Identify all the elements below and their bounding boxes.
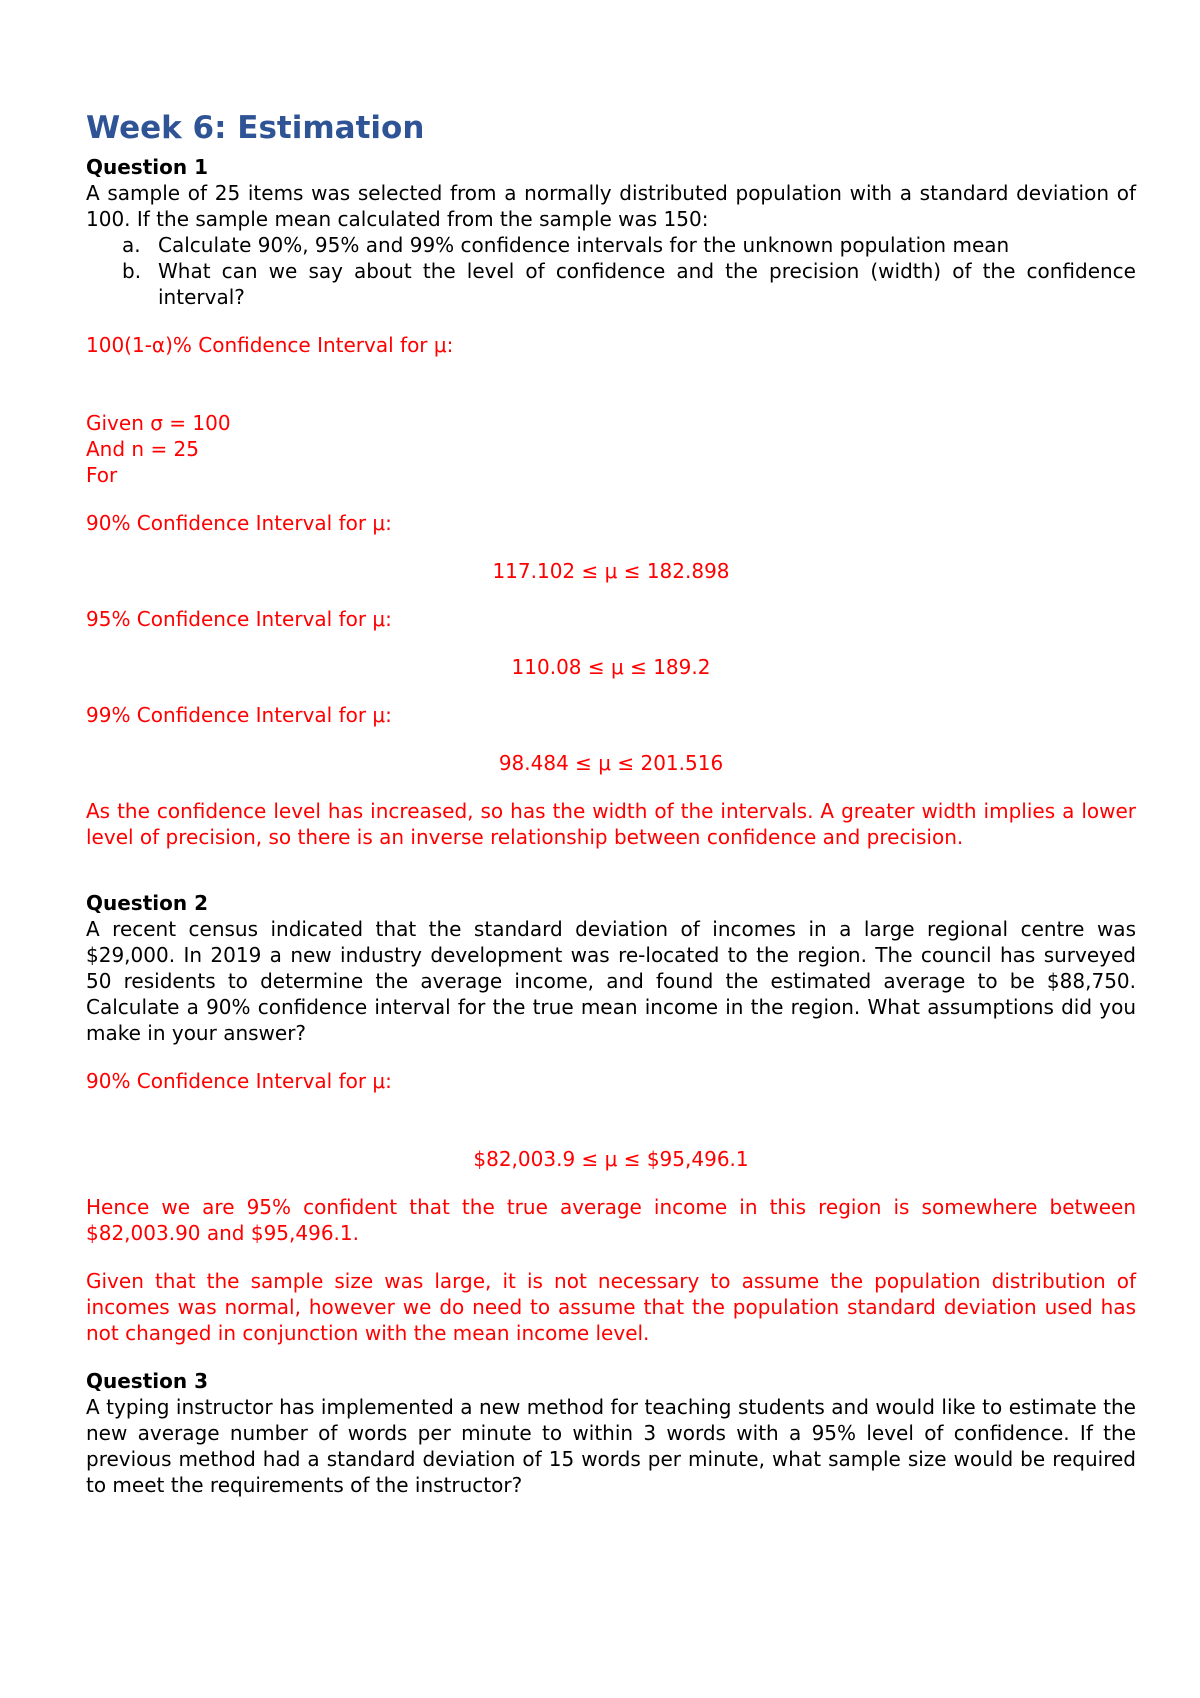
question-1-parts bbox=[86, 232, 1136, 310]
question-2-conclusion: Hence we are 95% confident that the true average income in this region is somewhere between $82,003.90 and $95,496.1. bbox=[86, 1195, 1136, 1245]
ci99-label: 99% Confidence Interval for μ: bbox=[86, 703, 392, 727]
question-2 bbox=[86, 890, 1136, 1346]
ci99-value: 98.484 ≤ μ ≤ 201.516 bbox=[498, 751, 724, 775]
q2-ci90-label: 90% Confidence Interval for μ: bbox=[86, 1069, 392, 1093]
question-3-heading: Question 3 bbox=[86, 1369, 208, 1393]
ci90-label: 90% Confidence Interval for μ: bbox=[86, 511, 392, 535]
list-item bbox=[122, 232, 1136, 258]
list-item bbox=[122, 258, 1136, 310]
given-n: And n = 25 bbox=[86, 437, 200, 461]
ci90-value: 117.102 ≤ μ ≤ 182.898 bbox=[492, 559, 730, 583]
list-marker: a. bbox=[122, 233, 141, 257]
q2-ci90-value: $82,003.9 ≤ μ ≤ $95,496.1 bbox=[473, 1147, 749, 1171]
question-1-heading: Question 1 bbox=[86, 155, 208, 179]
list-item-text: What can we say about the level of confidence and the precision (width) of the confidence interval? bbox=[158, 259, 1136, 309]
page-title: Week 6: Estimation bbox=[86, 110, 425, 146]
question-1 bbox=[86, 154, 1136, 850]
ci-formula-label: 100(1-α)% Confidence Interval for μ: bbox=[86, 333, 454, 357]
ci95-label: 95% Confidence Interval for μ: bbox=[86, 607, 392, 631]
for-label: For bbox=[86, 463, 118, 487]
question-3-body: A typing instructor has implemented a new method for teaching students and would like to estimate the new average number of words per minute to within 3 words with a 95% level of confidence. If the previous method had a standard deviation of 15 words per minute, what sample size would be required to meet the requirements of the instructor? bbox=[86, 1395, 1136, 1497]
list-item-text: Calculate 90%, 95% and 99% confidence intervals for the unknown population mean bbox=[158, 233, 1010, 257]
ci95-value: 110.08 ≤ μ ≤ 189.2 bbox=[511, 655, 711, 679]
question-2-heading: Question 2 bbox=[86, 891, 208, 915]
question-1-body: A sample of 25 items was selected from a normally distributed population with a standard deviation of 100. If the sample mean calculated from the sample was 150: bbox=[86, 181, 1136, 231]
question-3 bbox=[86, 1368, 1136, 1498]
question-2-assumption: Given that the sample size was large, it is not necessary to assume the population distribution of incomes was normal, however we do need to assume that the population standard deviation used has not changed in conjunction with the mean income level. bbox=[86, 1269, 1136, 1345]
question-1-conclusion: As the confidence level has increased, so has the width of the intervals. A greater width implies a lower level of precision, so there is an inverse relationship between confidence and precision. bbox=[86, 799, 1136, 849]
given-sigma: Given σ = 100 bbox=[86, 411, 231, 435]
question-2-body: A recent census indicated that the standard deviation of incomes in a large regional centre was $29,000. In 2019 a new industry development was re-located to the region. The council has surveyed 50 residents to determine the average income, and found the estimated average to be $88,750. Calculate a 90% confidence interval for the true mean income in the region. What assumptions did you make in your answer? bbox=[86, 917, 1136, 1045]
list-marker: b. bbox=[122, 259, 142, 283]
document-content bbox=[86, 108, 1136, 1498]
